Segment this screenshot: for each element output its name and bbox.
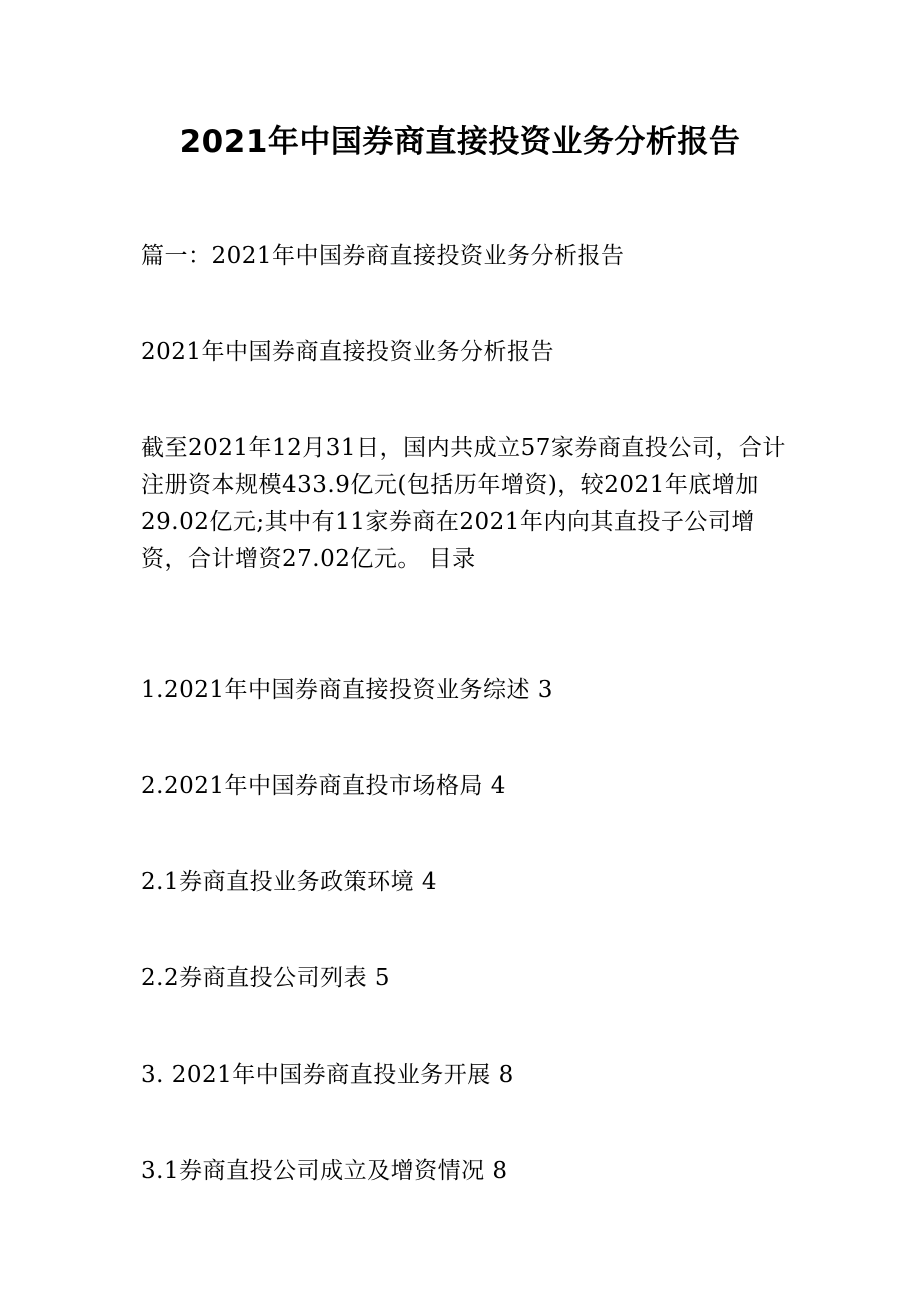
report-subtitle: 2021年中国券商直接投资业务分析报告 [141, 339, 555, 365]
toc-item: 3.1券商直投公司成立及增资情况 8 [141, 1158, 508, 1184]
toc-item: 2.2券商直投公司列表 5 [141, 965, 391, 991]
document-title: 2021年中国券商直接投资业务分析报告 [179, 124, 741, 160]
body-paragraph: 截至2021年12月31日，国内共成立57家券商直投公司，合计注册资本规模433.9亿元(包括历年增资)，较2021年底增加29.02亿元;其中有11家券商在2021年内向其直投子公司增资，合计增资27.02亿元。 目录 [141, 435, 786, 572]
toc-item: 3. 2021年中国券商直投业务开展 8 [141, 1062, 514, 1088]
section-heading: 篇一：2021年中国券商直接投资业务分析报告 [141, 243, 625, 269]
toc-item: 2.1券商直投业务政策环境 4 [141, 869, 438, 895]
toc-item: 1.2021年中国券商直接投资业务综述 3 [141, 677, 553, 703]
toc-item: 2.2021年中国券商直投市场格局 4 [141, 773, 506, 799]
